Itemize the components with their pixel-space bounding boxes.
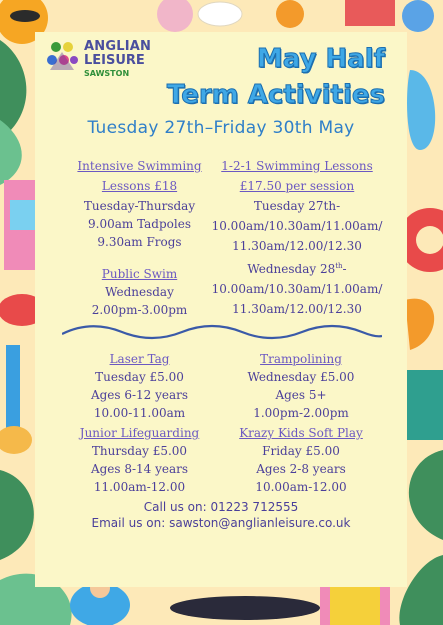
page-title-line-1: May Half bbox=[256, 44, 385, 74]
laser-tag-title[interactable]: Laser Tag bbox=[109, 352, 170, 366]
one-to-one-wednesday-times-2: 11.30am/12.00/12.30 bbox=[232, 302, 362, 316]
towel-icon bbox=[345, 0, 395, 26]
laser-tag-line-2: Ages 6-12 years bbox=[90, 388, 189, 402]
intensive-time-1: 9.00am Tadpoles bbox=[88, 217, 191, 231]
junior-lifeguarding-title[interactable]: Junior Lifeguarding bbox=[79, 426, 200, 440]
cap-icon bbox=[198, 2, 242, 26]
one-to-one-tuesday: Tuesday 27th- bbox=[253, 199, 341, 213]
trampolining-line-3: 1.00pm-2.00pm bbox=[253, 406, 349, 420]
flower-icon bbox=[402, 0, 434, 32]
laser-tag-line-1: Tuesday £5.00 bbox=[95, 370, 184, 384]
soft-play-block bbox=[220, 424, 382, 496]
one-to-one-title-line-1[interactable]: 1-2-1 Swimming Lessons bbox=[221, 159, 373, 173]
wednesday-dash: - bbox=[342, 262, 347, 276]
logo-line-3: SAWSTON bbox=[84, 69, 130, 78]
trampolining-line-1: Wednesday £5.00 bbox=[247, 370, 355, 384]
trampoline-icon bbox=[170, 596, 320, 620]
junior-lifeguarding-block bbox=[62, 424, 217, 496]
whistle-icon bbox=[276, 0, 304, 28]
laser-tag-block bbox=[62, 350, 217, 422]
trampolining-line-2: Ages 5+ bbox=[275, 388, 327, 402]
intensive-time-2: 9.30am Frogs bbox=[97, 235, 182, 249]
soft-play-line-1: Friday £5.00 bbox=[262, 444, 340, 458]
junior-lifeguarding-line-2: Ages 8-14 years bbox=[90, 462, 189, 476]
snorkel-icon bbox=[6, 345, 20, 440]
intensive-days: Tuesday-Thursday bbox=[83, 199, 196, 213]
public-swim-day: Wednesday bbox=[105, 285, 174, 299]
junior-lifeguarding-line-3: 11.00am-12.00 bbox=[93, 480, 186, 494]
intensive-title-line-1[interactable]: Intensive Swimming bbox=[77, 159, 202, 173]
intensive-title-line-2[interactable]: Lessons £18 bbox=[101, 179, 178, 193]
wednesday-suffix: th bbox=[335, 262, 343, 270]
laser-tag-line-3: 10.00-11.00am bbox=[93, 406, 186, 420]
logo-mark-icon bbox=[44, 38, 80, 74]
logo-line-1: ANGLIAN bbox=[84, 39, 152, 54]
page-title-line-2: Term Activities bbox=[166, 80, 385, 110]
soft-play-line-2: Ages 2-8 years bbox=[256, 462, 346, 476]
wave-divider bbox=[62, 322, 382, 342]
trampolining-title[interactable]: Trampolining bbox=[260, 352, 342, 366]
date-range: Tuesday 27th–Friday 30th May bbox=[87, 118, 355, 138]
one-to-one-wednesday-times-1: 10.00am/10.30am/11.00am/ bbox=[211, 282, 383, 296]
one-to-one-block bbox=[208, 157, 386, 318]
one-to-one-title-line-2[interactable]: £17.50 per session bbox=[239, 179, 355, 193]
soft-play-title[interactable]: Krazy Kids Soft Play bbox=[239, 426, 363, 440]
wednesday-label: Wednesday 28 bbox=[247, 262, 336, 276]
trampolining-block bbox=[220, 350, 382, 422]
contact-email[interactable]: Email us on: sawston@anglianleisure.co.uk bbox=[91, 516, 351, 530]
public-swim-time: 2.00pm-3.00pm bbox=[91, 303, 188, 317]
one-to-one-tuesday-times-2: 11.30am/12.00/12.30 bbox=[232, 239, 362, 253]
intensive-swimming-block bbox=[62, 157, 217, 251]
anglian-leisure-logo bbox=[44, 38, 174, 82]
soft-play-line-3: 10.00am-12.00 bbox=[255, 480, 347, 494]
contact-phone[interactable]: Call us on: 01223 712555 bbox=[143, 500, 299, 514]
one-to-one-tuesday-times-1: 10.00am/10.30am/11.00am/ bbox=[211, 219, 383, 233]
public-swim-title[interactable]: Public Swim bbox=[101, 267, 178, 281]
one-to-one-wednesday bbox=[208, 257, 386, 278]
public-swim-block bbox=[62, 265, 217, 319]
logo-line-2: LEISURE bbox=[84, 53, 145, 68]
junior-lifeguarding-line-1: Thursday £5.00 bbox=[91, 444, 188, 458]
